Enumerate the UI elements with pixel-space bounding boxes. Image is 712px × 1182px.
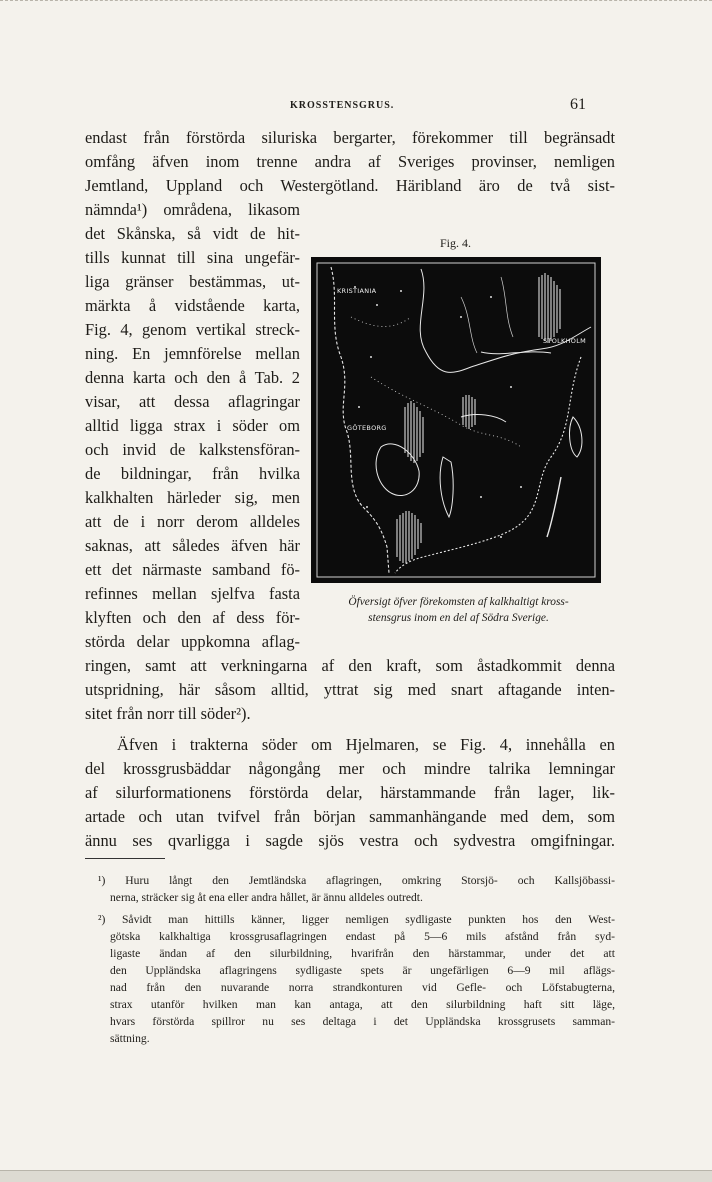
body-line: ringen, samt att verkningarna af den kraft, som åstadkommit denna — [85, 656, 615, 675]
body-line: saknas, att således äfven här — [85, 536, 300, 555]
footnote-line: sättning. — [110, 1032, 150, 1045]
body-line: endast från förstörda siluriska bergarter, förekommer till begränsadt — [85, 128, 615, 147]
place-stockholm: STOLKHOLM — [543, 337, 587, 345]
body-line: störda delar uppkomna aflag- — [85, 632, 300, 651]
footnote-line: ¹) Huru långt den Jemtländska aflagringen, omkring Storsjö- och Kallsjöbassi- — [98, 874, 615, 887]
footnote-line: nerna, sträcker sig åt ena eller andra hållet, är ännu alldeles outredt. — [110, 891, 423, 904]
caption-line: stensgrus inom en del af Södra Sverige. — [368, 612, 549, 624]
map-figure — [311, 257, 601, 583]
body-line: artade och utan tvifvel från början sammanhängande med dem, som — [85, 807, 615, 826]
body-line: ning. En jemnförelse mellan — [85, 344, 300, 363]
body-line: tills kunnat till sina ungefär- — [85, 248, 300, 267]
footnote-line: ²) Såvidt man hittills känner, ligger nemligen sydligaste punkten hos den West- — [98, 913, 615, 926]
body-line: Fig. 4, genom vertikal streck- — [85, 320, 300, 339]
page-bottom-edge — [0, 1170, 712, 1182]
caption-line: Öfversigt öfver förekomsten af kalkhaltigt kross- — [348, 596, 569, 608]
running-title: KROSSTENSGRUS. — [290, 100, 395, 111]
page-number: 61 — [570, 96, 586, 113]
body-line: nämnda¹) områdena, likasom — [85, 200, 300, 219]
body-line: sitet från norr till söder²). — [85, 704, 251, 723]
body-line: att de i norr derom alldeles — [85, 512, 300, 531]
body-line: kalkhalten härleder sig, men — [85, 488, 300, 507]
body-line: klyften och den af dess för- — [85, 608, 300, 627]
footnote-line: nad från den nuvarande norra strandkonturen vid Gefle- och Löfstabugterna, — [110, 981, 615, 994]
footnote-line: strax utanför hvilken man kan antaga, att den silurbildning haft sitt läge, — [110, 998, 615, 1011]
footnote-line: ligaste ändan af den silurbildning, hvarifrån den härstammar, under det att — [110, 947, 615, 960]
body-line: omfång äfven inom trenne andra af Sveriges provinser, nemligen — [85, 152, 615, 171]
figure-caption — [306, 594, 611, 626]
place-goteborg: GÖTEBORG — [347, 424, 387, 432]
map-drawing — [311, 257, 601, 583]
body-line: märkta å vidstående karta, — [85, 296, 300, 315]
body-line: liga gränser bestämmas, ut- — [85, 272, 300, 291]
body-line: del krossgrusbäddar någongång mer och mindre talrika lemningar — [85, 759, 615, 778]
footnote-line: den Uppländska aflagringens sydligaste spets är ungefärligen 6—9 mil aflägs- — [110, 964, 615, 977]
body-line: de bildningar, från hvilka — [85, 464, 300, 483]
body-line: af silurformationens förstörda delar, härstammande från lager, lik- — [85, 783, 615, 802]
body-line: ett det närmaste samband fö- — [85, 560, 300, 579]
page-top-edge — [0, 0, 712, 4]
body-line: utspridning, här såsom alltid, yttrat sig med snart aftagande inten- — [85, 680, 615, 699]
body-line: och invid de kalkstensföran- — [85, 440, 300, 459]
place-kristiania: KRISTIANIA — [337, 287, 377, 295]
body-line: visar, att dessa aflagringar — [85, 392, 300, 411]
body-line: alltid ligga strax i söder om — [85, 416, 300, 435]
footnote-line: hvars förstörda spillror nu ses deltaga i det Uppländska krossgrusets samman- — [110, 1015, 615, 1028]
body-line: refinnes mellan sjelfva fasta — [85, 584, 300, 603]
body-line: denna karta och den å Tab. 2 — [85, 368, 300, 387]
footnote-rule — [85, 858, 165, 859]
body-line: det Skånska, så vidt de hit- — [85, 224, 300, 243]
body-line: ännu ses qvarligga i sagde sjös vestra och sydvestra omgifningar. — [85, 831, 615, 850]
footnote-line: götska kalkhaltiga krossgrusaflagringen endast på 5—6 mils afstånd från syd- — [110, 930, 615, 943]
body-line: Jemtland, Uppland och Westergötland. Häribland äro de två sist- — [85, 176, 615, 195]
running-head — [0, 96, 712, 116]
figure-label: Fig. 4. — [440, 236, 472, 250]
body-line: Äfven i trakterna söder om Hjelmaren, se Fig. 4, innehålla en — [117, 735, 615, 754]
